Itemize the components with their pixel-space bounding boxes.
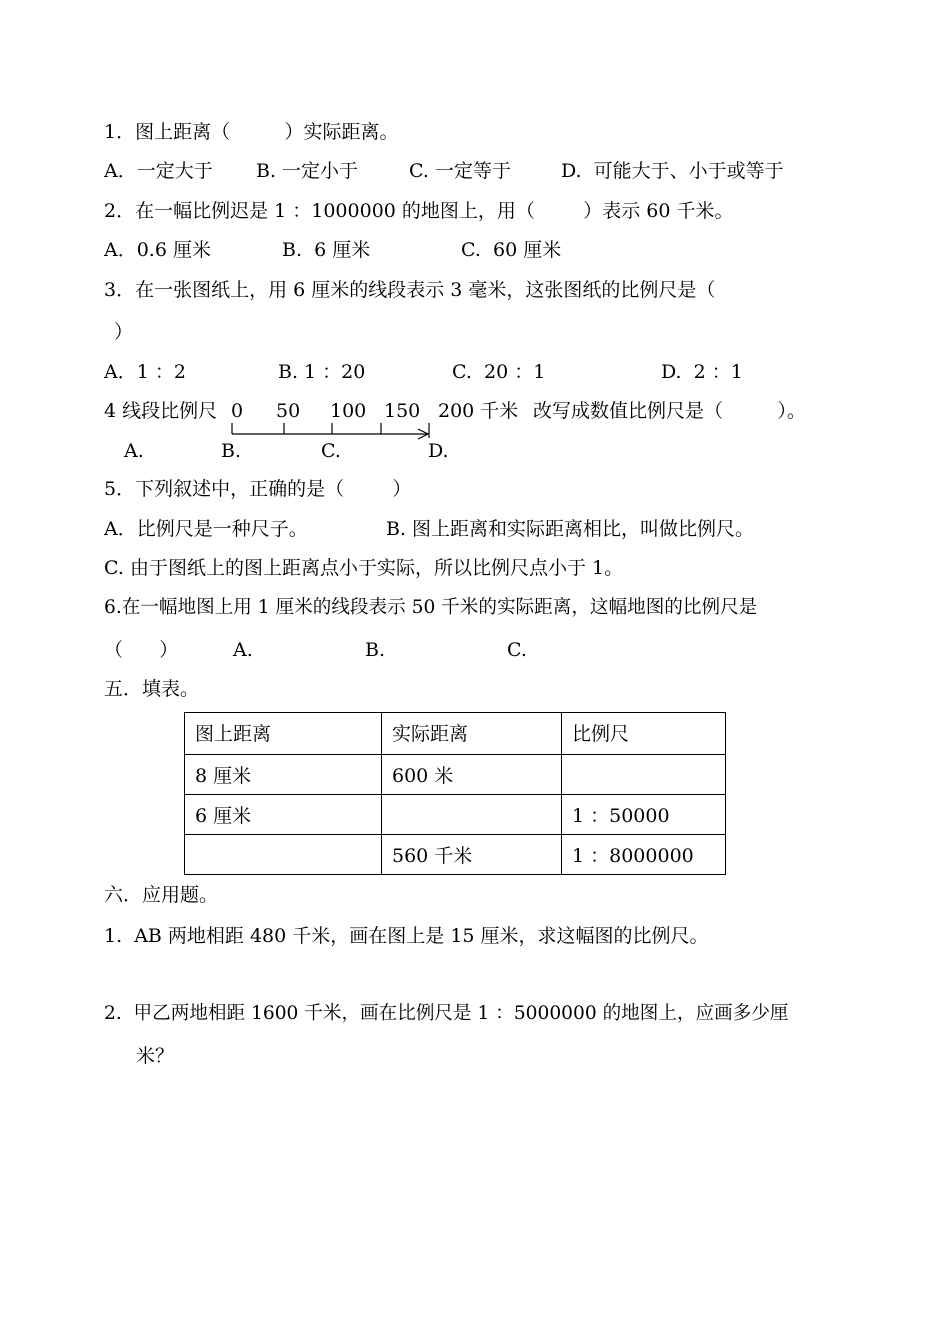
- q2-option-a: A．0.6 厘米: [104, 239, 211, 261]
- table-cell: 6 厘米: [185, 795, 382, 835]
- table-cell: [185, 835, 382, 875]
- question-5-stem: 5．下列叙述中，正确的是（ ）: [104, 478, 412, 500]
- line-scale-ruler: [228, 418, 438, 440]
- section-6-title: 六．应用题。: [104, 884, 219, 906]
- table-cell: 600 米: [382, 755, 562, 795]
- q3-option-b: B. 1 ：20: [278, 361, 366, 383]
- question-4-prefix: 4 线段比例尺: [104, 400, 218, 422]
- table-cell: [562, 755, 726, 795]
- q4-option-a: A.: [124, 440, 144, 462]
- table-cell: 8 厘米: [185, 755, 382, 795]
- q3-option-d: D. 2 ：1: [661, 361, 743, 383]
- q4-option-c: C.: [321, 440, 341, 462]
- table-row: [185, 795, 726, 835]
- application-problem-1: 1. AB 两地相距 480 千米，画在图上是 15 厘米，求这幅图的比例尺。: [104, 925, 709, 947]
- table-row: [185, 835, 726, 875]
- scale-fill-table: [184, 712, 726, 875]
- application-problem-2-continued: 米？: [136, 1045, 175, 1067]
- question-1-stem: 1．图上距离（ ）实际距离。: [104, 121, 399, 143]
- q6-option-b: B.: [365, 639, 386, 661]
- table-cell: 560 千米: [382, 835, 562, 875]
- q3-option-c: C. 20 ：1: [452, 361, 546, 383]
- q5-option-c: C. 由于图纸上的图上距离点小于实际，所以比例尺点小于 1。: [104, 557, 624, 579]
- table-header-cell: 实际距离: [382, 713, 562, 755]
- q6-option-c: C.: [507, 639, 527, 661]
- table-cell: 1 ：8000000: [562, 835, 726, 875]
- question-4-suffix: 改写成数值比例尺是（ ）。: [533, 400, 806, 422]
- q1-option-d: D. 可能大于、小于或等于: [561, 160, 784, 182]
- table-cell: 1 ：50000: [562, 795, 726, 835]
- scale-tick-label-100: 100: [330, 400, 367, 422]
- table-row: [185, 755, 726, 795]
- question-2-stem: 2．在一幅比例迟是 1 ：1000000 的地图上，用（ ）表示 60 千米。: [104, 200, 734, 222]
- application-problem-2: 2. 甲乙两地相距 1600 千米，画在比例尺是 1 ：5000000 的地图上，应画多少厘: [104, 1003, 789, 1024]
- q1-option-a: A．一定大于: [104, 160, 213, 182]
- q5-option-a: A．比例尺是一种尺子。: [104, 518, 308, 540]
- q6-blank: （ ）: [104, 639, 179, 661]
- table-cell: [382, 795, 562, 835]
- q5-option-b: B. 图上距离和实际距离相比，叫做比例尺。: [386, 518, 755, 540]
- question-6-stem: 6.在一幅地图上用 1 厘米的线段表示 50 千米的实际距离，这幅地图的比例尺是: [104, 597, 758, 618]
- q1-option-b: B. 一定小于: [256, 160, 359, 182]
- scale-tick-label-0: 0: [231, 400, 244, 422]
- table-header-row: [185, 713, 726, 755]
- table-header-cell: 比例尺: [562, 713, 726, 755]
- scale-tick-label-150: 150: [384, 400, 421, 422]
- scale-tick-label-200: 200 千米: [438, 400, 519, 422]
- q2-option-c: C. 60 厘米: [461, 239, 562, 261]
- q3-option-a: A．1 ：2: [104, 361, 186, 383]
- q4-option-b: B.: [221, 440, 242, 462]
- q2-option-b: B. 6 厘米: [282, 239, 371, 261]
- scale-tick-label-50: 50: [276, 400, 301, 422]
- question-3-stem: 3．在一张图纸上，用 6 厘米的线段表示 3 毫米，这张图纸的比例尺是（: [104, 279, 716, 301]
- q4-option-d: D.: [428, 440, 449, 462]
- q6-option-a: A.: [233, 639, 253, 661]
- q1-option-c: C. 一定等于: [409, 160, 511, 182]
- section-5-title: 五．填表。: [104, 678, 200, 700]
- table-header-cell: 图上距离: [185, 713, 382, 755]
- question-3-stem-continued: ）: [114, 321, 134, 343]
